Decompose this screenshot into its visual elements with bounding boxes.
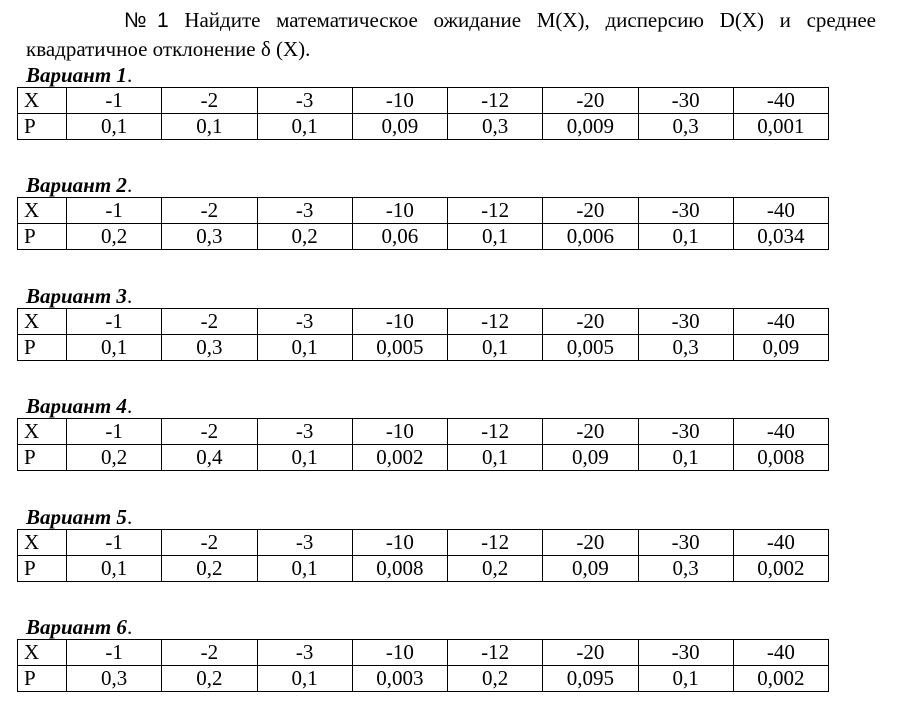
x-value-cell: -30: [638, 198, 733, 224]
distribution-table: [17, 197, 829, 250]
p-value-cell: 0,2: [257, 224, 352, 250]
variant-title-dot: .: [126, 284, 133, 308]
table-row-x: [18, 530, 829, 556]
p-value-cell: 0,003: [352, 666, 447, 692]
variant-block: [26, 505, 838, 582]
p-value-cell: 0,3: [162, 224, 257, 250]
row-label-x: X: [18, 640, 67, 666]
p-value-cell: 0,005: [352, 335, 447, 361]
p-value-cell: 0,1: [638, 445, 733, 471]
task-text-1: Найдите математическое ожидание M(X), дисперсию D(X) и среднее: [184, 8, 876, 32]
table-row-x: [18, 309, 829, 335]
variant-title-dot: .: [126, 505, 133, 529]
x-value-cell: -30: [638, 530, 733, 556]
x-value-cell: -12: [448, 419, 543, 445]
p-value-cell: 0,008: [352, 556, 447, 582]
table-row-x: [18, 198, 829, 224]
p-value-cell: 0,3: [448, 114, 543, 140]
x-value-cell: -12: [448, 309, 543, 335]
p-value-cell: 0,1: [638, 224, 733, 250]
x-value-cell: -12: [448, 88, 543, 114]
x-value-cell: -3: [257, 309, 352, 335]
x-value-cell: -30: [638, 419, 733, 445]
x-value-cell: -30: [638, 640, 733, 666]
task-line-2: квадратичное отклонение δ (X).: [26, 37, 311, 61]
distribution-table: [17, 529, 829, 582]
x-value-cell: -2: [162, 419, 257, 445]
row-label-p: P: [18, 114, 67, 140]
p-value-cell: 0,1: [257, 335, 352, 361]
x-value-cell: -2: [162, 198, 257, 224]
variant-title-text: Вариант 5: [26, 505, 127, 529]
table-row-p: [18, 224, 829, 250]
variant-title: [26, 505, 838, 529]
p-value-cell: 0,09: [543, 556, 638, 582]
row-label-x: X: [18, 530, 67, 556]
p-value-cell: 0,009: [543, 114, 638, 140]
p-value-cell: 0,2: [448, 556, 543, 582]
x-value-cell: -10: [352, 419, 447, 445]
p-value-cell: 0,008: [733, 445, 828, 471]
distribution-table: [17, 639, 829, 692]
p-value-cell: 0,095: [543, 666, 638, 692]
x-value-cell: -2: [162, 640, 257, 666]
x-value-cell: -3: [257, 198, 352, 224]
variant-title: [26, 284, 838, 308]
x-value-cell: -40: [733, 309, 828, 335]
p-value-cell: 0,09: [733, 335, 828, 361]
p-value-cell: 0,2: [67, 445, 162, 471]
p-value-cell: 0,001: [733, 114, 828, 140]
row-label-x: X: [18, 309, 67, 335]
p-value-cell: 0,006: [543, 224, 638, 250]
p-value-cell: 0,1: [257, 556, 352, 582]
row-label-x: X: [18, 88, 67, 114]
x-value-cell: -10: [352, 88, 447, 114]
p-value-cell: 0,1: [67, 114, 162, 140]
x-value-cell: -30: [638, 309, 733, 335]
row-label-p: P: [18, 666, 67, 692]
variant-block: [26, 615, 838, 692]
p-value-cell: 0,2: [67, 224, 162, 250]
p-value-cell: 0,1: [257, 114, 352, 140]
variant-title-dot: .: [126, 173, 133, 197]
x-value-cell: -3: [257, 640, 352, 666]
p-value-cell: 0,1: [67, 556, 162, 582]
x-value-cell: -40: [733, 530, 828, 556]
p-value-cell: 0,4: [162, 445, 257, 471]
x-value-cell: -2: [162, 88, 257, 114]
table-row-p: [18, 335, 829, 361]
distribution-table: [17, 418, 829, 471]
p-value-cell: 0,2: [162, 556, 257, 582]
x-value-cell: -30: [638, 88, 733, 114]
x-value-cell: -1: [67, 198, 162, 224]
task-line-1: [26, 6, 876, 35]
x-value-cell: -3: [257, 530, 352, 556]
variant-title-text: Вариант 3: [26, 284, 127, 308]
p-value-cell: 0,3: [67, 666, 162, 692]
x-value-cell: -10: [352, 198, 447, 224]
p-value-cell: 0,2: [448, 666, 543, 692]
row-label-p: P: [18, 556, 67, 582]
x-value-cell: -1: [67, 88, 162, 114]
variant-title-text: Вариант 2: [26, 173, 127, 197]
variant-title: [26, 615, 838, 639]
x-value-cell: -20: [543, 419, 638, 445]
row-label-p: P: [18, 224, 67, 250]
p-value-cell: 0,06: [352, 224, 447, 250]
x-value-cell: -40: [733, 640, 828, 666]
variant-block: [26, 173, 838, 250]
row-label-p: P: [18, 445, 67, 471]
task-statement: [26, 6, 876, 64]
p-value-cell: 0,3: [638, 556, 733, 582]
p-value-cell: 0,2: [162, 666, 257, 692]
task-number: №1: [124, 9, 169, 32]
x-value-cell: -2: [162, 309, 257, 335]
distribution-table: [17, 308, 829, 361]
p-value-cell: 0,1: [162, 114, 257, 140]
row-label-x: X: [18, 419, 67, 445]
p-value-cell: 0,3: [162, 335, 257, 361]
x-value-cell: -12: [448, 198, 543, 224]
x-value-cell: -1: [67, 419, 162, 445]
variant-title-text: Вариант 6: [26, 615, 127, 639]
x-value-cell: -20: [543, 530, 638, 556]
p-value-cell: 0,1: [448, 445, 543, 471]
table-row-p: [18, 445, 829, 471]
x-value-cell: -12: [448, 640, 543, 666]
variant-block: [26, 394, 838, 471]
variant-title: [26, 63, 838, 87]
table-row-x: [18, 88, 829, 114]
variant-title-dot: .: [126, 394, 133, 418]
variant-block: [26, 284, 838, 361]
x-value-cell: -12: [448, 530, 543, 556]
x-value-cell: -10: [352, 640, 447, 666]
variant-title: [26, 173, 838, 197]
x-value-cell: -10: [352, 530, 447, 556]
table-row-x: [18, 640, 829, 666]
x-value-cell: -1: [67, 309, 162, 335]
variant-title-dot: .: [126, 615, 133, 639]
row-label-x: X: [18, 198, 67, 224]
x-value-cell: -20: [543, 640, 638, 666]
variant-title-dot: .: [126, 63, 133, 87]
x-value-cell: -3: [257, 419, 352, 445]
p-value-cell: 0,002: [733, 666, 828, 692]
p-value-cell: 0,09: [352, 114, 447, 140]
distribution-table: [17, 87, 829, 140]
p-value-cell: 0,1: [448, 335, 543, 361]
row-label-p: P: [18, 335, 67, 361]
x-value-cell: -10: [352, 309, 447, 335]
x-value-cell: -1: [67, 640, 162, 666]
p-value-cell: 0,1: [448, 224, 543, 250]
x-value-cell: -20: [543, 309, 638, 335]
x-value-cell: -20: [543, 198, 638, 224]
p-value-cell: 0,3: [638, 335, 733, 361]
p-value-cell: 0,1: [67, 335, 162, 361]
p-value-cell: 0,002: [733, 556, 828, 582]
x-value-cell: -3: [257, 88, 352, 114]
variant-title-text: Вариант 1: [26, 63, 127, 87]
p-value-cell: 0,005: [543, 335, 638, 361]
p-value-cell: 0,034: [733, 224, 828, 250]
p-value-cell: 0,1: [257, 445, 352, 471]
table-row-p: [18, 114, 829, 140]
table-row-p: [18, 666, 829, 692]
x-value-cell: -40: [733, 419, 828, 445]
x-value-cell: -40: [733, 198, 828, 224]
variant-block: [26, 63, 838, 140]
p-value-cell: 0,09: [543, 445, 638, 471]
table-row-p: [18, 556, 829, 582]
x-value-cell: -40: [733, 88, 828, 114]
variant-title-text: Вариант 4: [26, 394, 127, 418]
x-value-cell: -2: [162, 530, 257, 556]
variant-title: [26, 394, 838, 418]
x-value-cell: -1: [67, 530, 162, 556]
table-row-x: [18, 419, 829, 445]
x-value-cell: -20: [543, 88, 638, 114]
p-value-cell: 0,002: [352, 445, 447, 471]
p-value-cell: 0,1: [638, 666, 733, 692]
p-value-cell: 0,1: [257, 666, 352, 692]
p-value-cell: 0,3: [638, 114, 733, 140]
